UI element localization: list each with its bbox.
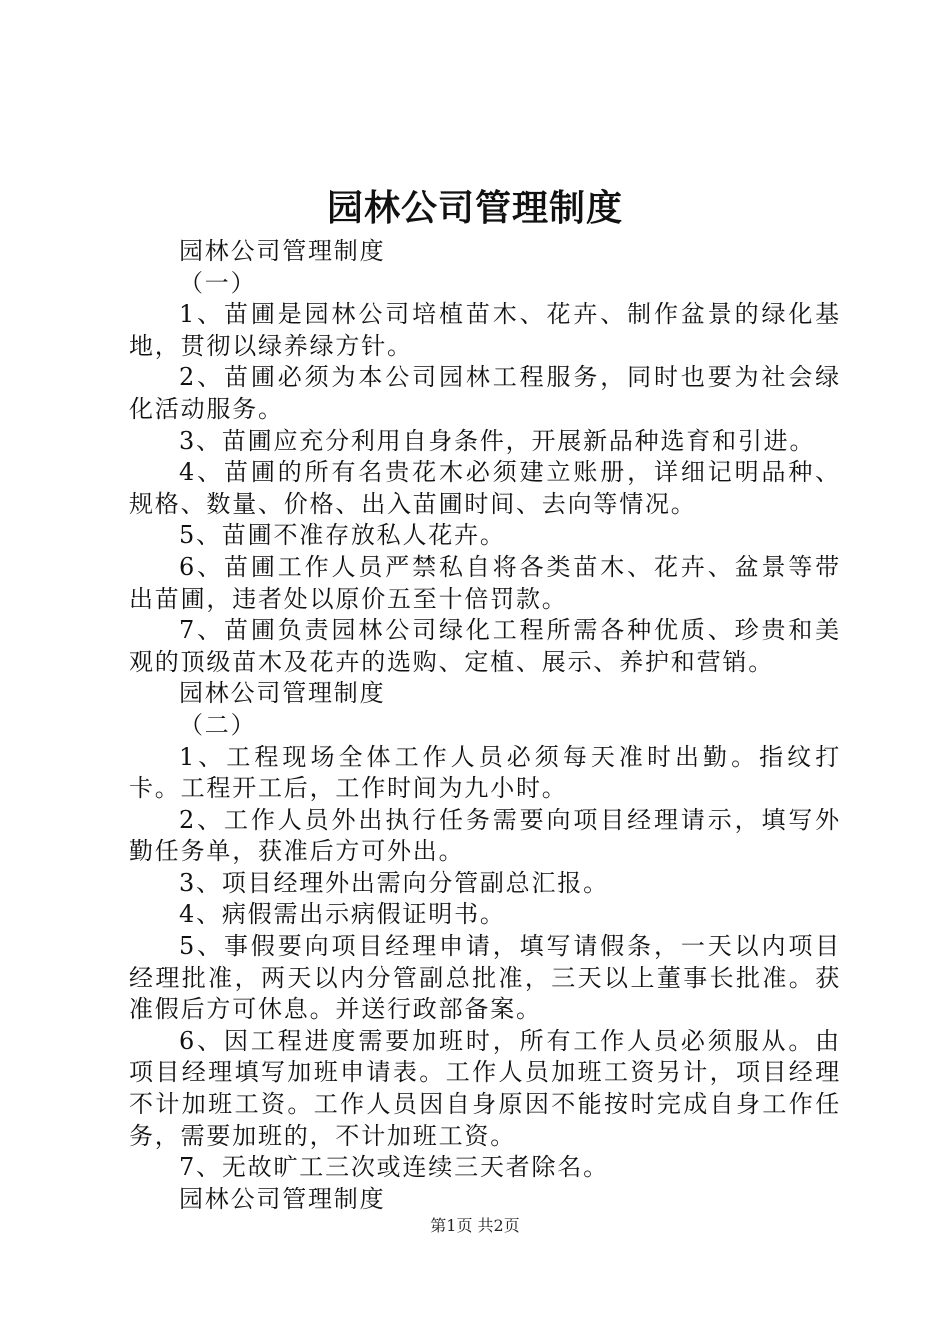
- paragraph: 7、苗圃负责园林公司绿化工程所需各种优质、珍贵和美观的顶级苗木及花卉的选购、定植、展示、养护和营销。: [129, 616, 841, 676]
- paragraph: 5、苗圃不准存放私人花卉。: [179, 521, 506, 550]
- paragraph: 3、项目经理外出需向分管副总汇报。: [179, 868, 609, 897]
- section-heading: 园林公司管理制度: [179, 1184, 386, 1213]
- paragraph: 1、工程现场全体工作人员必须每天准时出勤。指纹打卡。工程开工后，工作时间为九小时。: [129, 742, 841, 803]
- page-title: 园林公司管理制度: [326, 187, 623, 229]
- page-footer: 第1页 共2页: [430, 1216, 520, 1235]
- paragraph: 3、苗圃应充分利用自身条件，开展新品种选育和引进。: [179, 426, 816, 455]
- paragraph: 7、无故旷工三次或连续三天者除名。: [179, 1153, 609, 1182]
- section-heading: 园林公司管理制度: [179, 237, 386, 265]
- paragraph: 2、工作人员外出执行任务需要向项目经理请示，填写外勤任务单，获准后方可外出。: [129, 805, 841, 866]
- paragraph: 5、事假要向项目经理申请，填写请假条，一天以内项目经理批准，两天以内分管副总批准，三天以上董事长批准。获准假后方可休息。并送行政部备案。: [129, 932, 841, 1024]
- paragraph: 4、苗圃的所有名贵花木必须建立账册，详细记明品种、规格、数量、价格、出入苗圃时间、去向等情况。: [129, 458, 841, 518]
- section-number: （一）: [179, 268, 257, 297]
- document-body: [129, 236, 841, 1215]
- paragraph: 1、苗圃是园林公司培植苗木、花卉、制作盆景的绿化基地，贯彻以绿养绿方针。: [129, 300, 841, 360]
- paragraph: 6、因工程进度需要加班时，所有工作人员必须服从。由项目经理填写加班申请表。工作人员加班工资另计，项目经理不计加班工资。工作人员因自身原因不能按时完成自身工作任务，需要加班的，不计加班工资。: [129, 1026, 841, 1150]
- paragraph: 2、苗圃必须为本公司园林工程服务，同时也要为社会绿化活动服务。: [129, 363, 841, 423]
- paragraph: 6、苗圃工作人员严禁私自将各类苗木、花卉、盆景等带出苗圃，违者处以原价五至十倍罚款。: [129, 552, 841, 613]
- paragraph: 4、病假需出示病假证明书。: [179, 900, 506, 929]
- section-heading: 园林公司管理制度: [179, 679, 386, 708]
- section-number: （二）: [179, 710, 257, 739]
